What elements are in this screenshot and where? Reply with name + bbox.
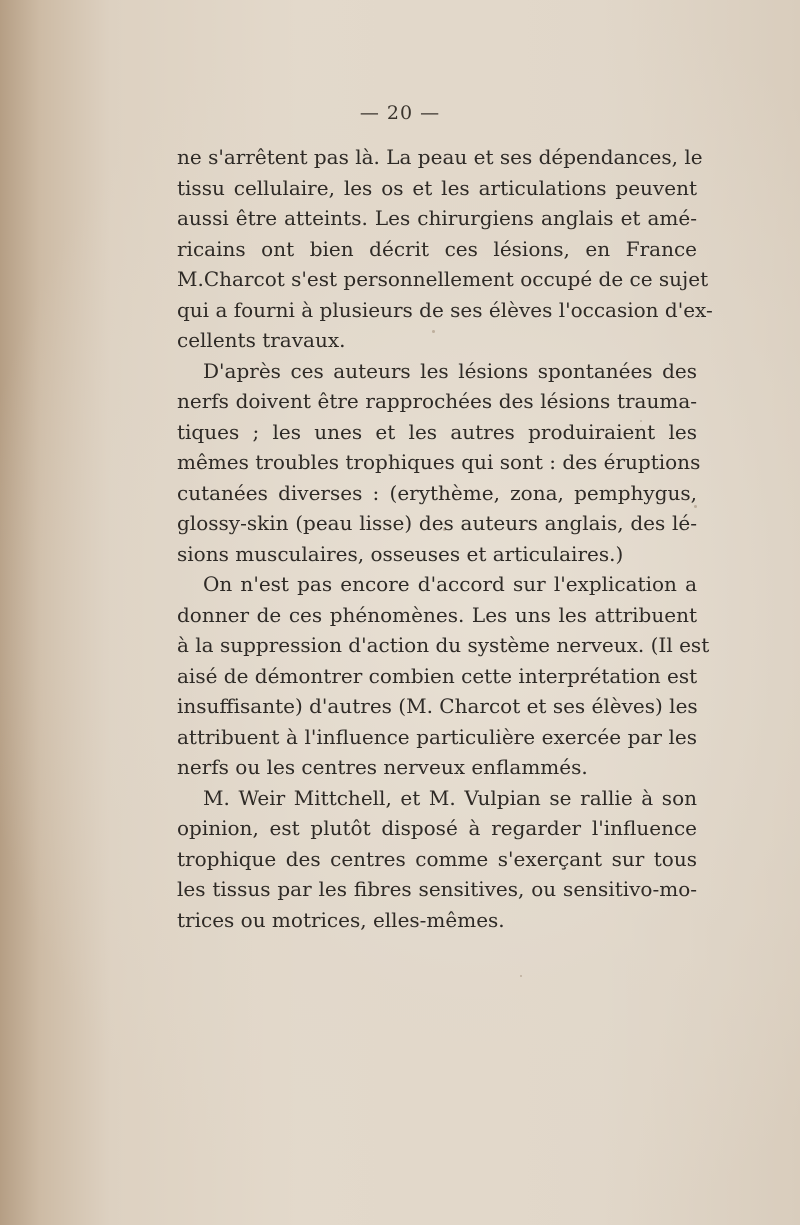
text-line: mêmes troubles trophiques qui sont : des éruptions [177, 450, 701, 474]
text-line: attribuent à l'influence particulière exercée par les [177, 724, 697, 749]
text-line: nerfs ou les centres nerveux enflammés. [177, 755, 588, 779]
text-line: ne s'arrêtent pas là. La peau et ses dépendances, le [177, 145, 703, 169]
text-line: M.Charcot s'est personnellement occupé de ce sujet [177, 267, 709, 291]
text-line: glossy-skin (peau lisse) des auteurs anglais, des lé- [177, 511, 697, 535]
paper-speck [520, 975, 522, 977]
text-line: cellents travaux. [177, 328, 346, 352]
paragraph-start-line: On n'est pas encore d'accord sur l'explication a [203, 572, 697, 596]
text-line: tissu cellulaire, les os et les articulations peuvent [177, 175, 697, 200]
text-line: à la suppression d'action du système nerveux. (Il est [177, 633, 710, 657]
body-text [177, 142, 713, 935]
text-line: les tissus par les fibres sensitives, ou sensitivo-mo- [177, 877, 697, 901]
paragraph-start-line: D'après ces auteurs les lésions spontanées des [203, 358, 697, 383]
text-line: aisé de démontrer combien cette interprétation est [177, 663, 698, 688]
paragraph-start-line: M. Weir Mittchell, et M. Vulpian se rallie à son [203, 785, 697, 810]
text-line: opinion, est plutôt disposé à regarder l'influence [177, 816, 697, 840]
text-line: sions musculaires, osseuses et articulaires.) [177, 541, 624, 566]
text-line: nerfs doivent être rapprochées des lésions trauma- [177, 389, 697, 413]
text-line: qui a fourni à plusieurs de ses élèves l'occasion d'ex- [177, 297, 713, 322]
text-line: trices ou motrices, elles-mêmes. [177, 907, 505, 932]
text-line: insuffisante) d'autres (M. Charcot et ses élèves) les [177, 694, 698, 718]
text-line: donner de ces phénomènes. Les uns les attribuent [177, 602, 697, 627]
text-line: cutanées diverses : (erythème, zona, pemphygus, [177, 480, 697, 505]
text-line: ricains ont bien décrit ces lésions, en France [177, 236, 697, 261]
text-line: trophique des centres comme s'exerçant sur tous [177, 846, 697, 871]
text-line: tiques ; les unes et les autres produiraient les [177, 419, 697, 444]
text-line: aussi être atteints. Les chirurgiens anglais et amé- [177, 206, 697, 230]
page-number: — 20 — [359, 102, 441, 124]
